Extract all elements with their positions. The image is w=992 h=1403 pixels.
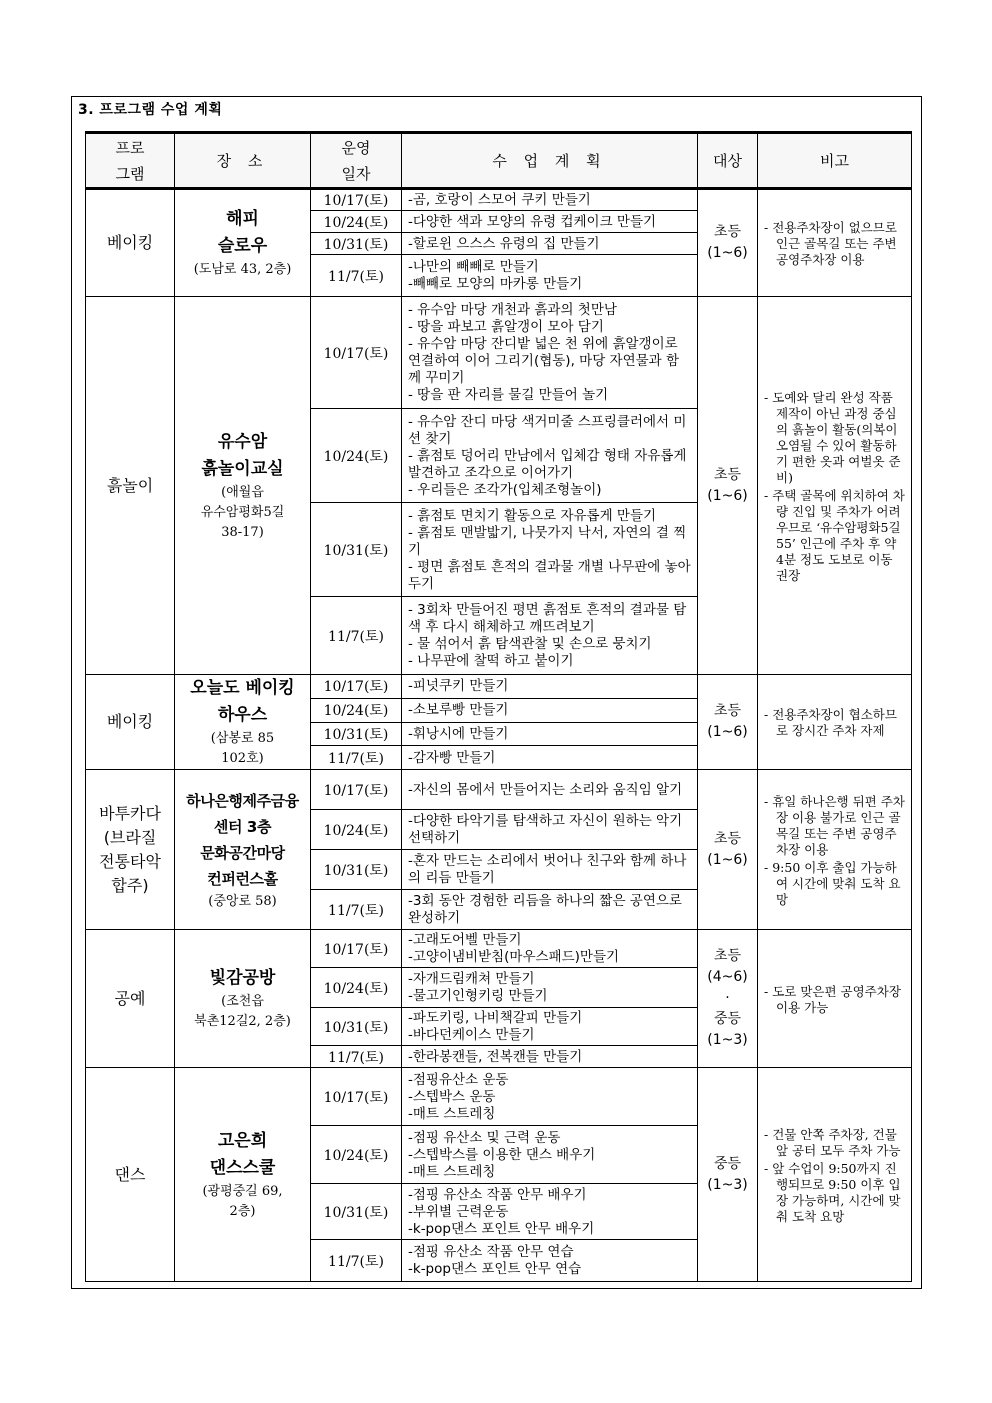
place-name: 흙놀이교실 [201, 458, 284, 479]
place-address: (중앙로 58) [208, 893, 277, 909]
program-name-cell [86, 675, 175, 770]
target-line: (1~3) [707, 1032, 748, 1048]
session-plan [402, 189, 698, 211]
place-name: 슬로우 [217, 236, 268, 256]
plan-line: -다양한 타악기를 탐색하고 자신이 원하는 악기 선택하기 [408, 813, 683, 846]
session-date: 10/17(토) [311, 189, 402, 211]
session-plan [402, 1184, 698, 1240]
place-address: 2층) [229, 1203, 256, 1219]
program-name: 댄스 [114, 1164, 146, 1184]
session-date: 11/7(토) [311, 255, 402, 297]
target-line: 초등 [713, 466, 742, 483]
session-date: 11/7(토) [311, 1240, 402, 1282]
plan-line: -점핑유산소 운동 [408, 1071, 509, 1088]
table-row [86, 770, 912, 810]
program-name: 베이킹 [106, 233, 154, 252]
place-name: 하나은행제주금융 [186, 791, 299, 810]
session-date: 11/7(토) [311, 890, 402, 930]
note-line: - 주택 골목에 위치하여 차량 진입 및 주차가 어려우므로 ‘유수암평화5길 55’ 인근에 주차 후 약 4분 정도 도보로 이동 권장 [764, 487, 905, 583]
plan-line: -파도키링, 나비책갈피 만들기 [408, 1010, 583, 1026]
target-cell [698, 189, 758, 297]
session-plan [402, 211, 698, 233]
session-date: 10/17(토) [311, 1068, 402, 1126]
header-date-line: 일자 [341, 164, 371, 183]
table-row [86, 189, 912, 211]
program-schedule-table [85, 131, 912, 1282]
note-line: - 도로 맞은편 공영주차장 이용 가능 [764, 983, 901, 1015]
place-name: 고은희 [217, 1130, 268, 1151]
session-date: 10/17(토) [311, 930, 402, 968]
header-target [698, 133, 758, 189]
place-address: (애월읍 [221, 484, 264, 500]
plan-line: -곰, 호랑이 스모어 쿠키 만들기 [408, 192, 591, 208]
place-cell [175, 675, 311, 770]
place-address: (광평중길 69, [202, 1183, 283, 1199]
target-line: (1~3) [707, 1176, 748, 1193]
table-header-row [86, 133, 912, 189]
plan-line: -물고기인형키링 만들기 [408, 988, 548, 1004]
session-plan [402, 409, 698, 503]
session-plan [402, 1008, 698, 1046]
plan-line: - 흙점토 면치기 활동으로 자유롭게 만들기 [408, 507, 657, 524]
plan-line: - 유수암 잔디 마당 색거미줄 스프링클러에서 미션 찾기 [408, 413, 687, 447]
plan-line: - 유수암 마당 개천과 흙과의 첫만남 [408, 302, 617, 318]
plan-line: -매트 스트레칭 [408, 1163, 496, 1180]
target-line: 초등 [713, 830, 742, 847]
session-date: 10/31(토) [311, 1008, 402, 1046]
program-name-cell [86, 189, 175, 297]
place-address: 102호) [221, 751, 264, 766]
note-cell [758, 189, 912, 297]
place-address: 38-17) [221, 524, 264, 540]
table-row [86, 675, 912, 699]
target-cell [698, 770, 758, 930]
session-date: 10/24(토) [311, 1126, 402, 1184]
session-date: 10/17(토) [311, 297, 402, 409]
target-line: · [725, 990, 730, 1006]
plan-line: -자개드림캐쳐 만들기 [408, 971, 535, 987]
plan-line: -자신의 몸에서 만들어지는 소리와 움직임 알기 [408, 781, 683, 798]
place-address: 유수암평화5길 [200, 504, 285, 520]
session-date: 10/24(토) [311, 409, 402, 503]
plan-line: -휘낭시에 만들기 [408, 725, 509, 742]
session-plan [402, 930, 698, 968]
place-name: 유수암 [217, 431, 268, 452]
session-date: 11/7(토) [311, 746, 402, 770]
plan-line: -스텝박스를 이용한 댄스 배우기 [408, 1146, 596, 1163]
plan-line: -매트 스트레칭 [408, 1105, 496, 1122]
plan-line: - 3회차 만들어진 평면 흙점토 흔적의 결과물 탐색 후 다시 해체하고 깨뜨려보기 [408, 602, 687, 635]
place-name: 센터 3층 [213, 817, 272, 836]
plan-line: - 유수암 마당 잔디밭 넓은 천 위에 흙알갱이로 연결하여 이어 그리기(협동), 마당 자연물과 함께 꾸미기 [408, 336, 680, 386]
session-date: 10/17(토) [311, 675, 402, 699]
plan-line: -소보루빵 만들기 [408, 702, 509, 719]
note-cell [758, 297, 912, 675]
target-line: 초등 [713, 703, 742, 719]
note-line: - 건물 안쪽 주차장, 건물 앞 공터 모두 주차 가능 [764, 1126, 901, 1158]
program-name: 공예 [114, 988, 146, 1008]
header-program-line: 그램 [115, 164, 145, 183]
program-name: 베이킹 [106, 712, 154, 731]
header-plan-label: 수 업 계 획 [492, 151, 607, 170]
session-plan [402, 255, 698, 297]
place-address: 북촌12길2, 2층) [194, 1014, 291, 1029]
header-program-line: 프로 [115, 138, 145, 157]
header-place [175, 133, 311, 189]
note-line: - 전용주차장이 협소하므로 장시간 주차 자제 [764, 707, 897, 738]
target-cell [698, 297, 758, 675]
session-date: 10/31(토) [311, 1184, 402, 1240]
note-line: - 9:50 이후 출입 가능하여 시간에 맞춰 도착 요망 [764, 859, 901, 907]
target-line: 초등 [713, 224, 742, 240]
plan-line: -고래도어벨 만들기 [408, 932, 522, 948]
session-date: 10/24(토) [311, 810, 402, 850]
place-name: 빛감공방 [209, 968, 276, 988]
plan-line: - 흙점토 덩어리 만남에서 입체감 형태 자유롭게 발견하고 조각으로 이어가기 [408, 447, 687, 481]
program-name: 합주) [111, 875, 149, 895]
plan-line: -빼빼로 모양의 마카롱 만들기 [408, 276, 583, 292]
place-cell [175, 930, 311, 1068]
session-date: 11/7(토) [311, 597, 402, 675]
session-plan [402, 770, 698, 810]
target-line: (1~6) [707, 724, 748, 740]
target-line: (1~6) [707, 245, 748, 261]
place-cell [175, 770, 311, 930]
target-cell [698, 930, 758, 1068]
session-plan [402, 1068, 698, 1126]
session-plan [402, 890, 698, 930]
session-plan [402, 1046, 698, 1068]
target-line: (1~6) [707, 487, 748, 504]
table-row [86, 930, 912, 968]
plan-line: -스텝박스 운동 [408, 1088, 496, 1105]
place-name: 댄스스쿨 [209, 1157, 276, 1178]
session-plan [402, 746, 698, 770]
table-row [86, 1068, 912, 1126]
target-line: (4~6) [707, 969, 748, 985]
place-name: 오늘도 베이킹 [190, 678, 295, 698]
note-line: - 앞 수업이 9:50까지 진행되므로 9:50 이후 입장 가능하며, 시간에 맞춰 도착 요망 [764, 1160, 901, 1224]
session-date: 10/24(토) [311, 698, 402, 722]
header-place-label: 장 소 [216, 151, 269, 170]
table-row [86, 297, 912, 409]
program-name: 바투카다 [99, 803, 161, 823]
session-plan [402, 810, 698, 850]
program-name: 전통타악 [99, 851, 161, 871]
plan-line: -한라봉캔들, 전복캔들 만들기 [408, 1048, 583, 1065]
session-date: 11/7(토) [311, 1046, 402, 1068]
header-program [86, 133, 175, 189]
note-line: - 휴일 하나은행 뒤편 주차장 이용 불가로 인근 골목길 또는 주변 공영주차장 이용 [764, 793, 905, 857]
plan-line: -바다던케이스 만들기 [408, 1027, 535, 1043]
plan-line: -다양한 색과 모양의 유령 컵케이크 만들기 [408, 213, 657, 230]
plan-line: -고양이냄비받침(마우스패드)만들기 [408, 949, 620, 965]
plan-line: -점핑 유산소 작품 안무 연습 [408, 1244, 574, 1260]
target-line: 중등 [713, 1155, 742, 1172]
target-cell [698, 1068, 758, 1282]
place-address: (삼봉로 85 [210, 731, 275, 746]
header-date-line: 운영 [341, 138, 371, 157]
session-date: 10/31(토) [311, 722, 402, 746]
plan-line: - 흙점토 맨발밟기, 나뭇가지 낙서, 자연의 결 찍기 [408, 524, 687, 558]
session-plan [402, 597, 698, 675]
plan-line: - 나무판에 찰떡 하고 붙이기 [408, 653, 574, 669]
session-plan [402, 233, 698, 255]
plan-line: -점핑 유산소 작품 안무 배우기 [408, 1186, 587, 1203]
session-plan [402, 698, 698, 722]
session-plan [402, 850, 698, 890]
place-address: (조천읍 [221, 994, 264, 1009]
program-name-cell [86, 930, 175, 1068]
session-plan [402, 722, 698, 746]
place-name: 컨퍼런스홀 [207, 869, 278, 888]
plan-line: - 평면 흙점토 흔적의 결과물 개별 나무판에 놓아두기 [408, 558, 691, 592]
session-date: 10/31(토) [311, 233, 402, 255]
target-cell [698, 675, 758, 770]
header-note-label: 비고 [820, 151, 849, 170]
plan-line: - 땅을 파보고 흙알갱이 모아 담기 [408, 319, 604, 335]
session-plan [402, 968, 698, 1008]
place-name: 해피 [226, 209, 259, 229]
session-plan [402, 1126, 698, 1184]
place-address: (도남로 43, 2층) [193, 262, 292, 277]
section-title: 3. 프로그램 수업 계획 [78, 102, 223, 118]
program-name: 흙놀이 [106, 475, 154, 495]
session-date: 10/24(토) [311, 211, 402, 233]
plan-line: -피넛쿠키 만들기 [408, 678, 509, 695]
note-line: - 전용주차장이 없으므로 인근 골목길 또는 주변 공영주차장 이용 [764, 220, 897, 267]
plan-line: - 물 섞어서 흙 탐색관찰 및 손으로 뭉치기 [408, 636, 652, 652]
session-plan [402, 503, 698, 597]
note-cell [758, 770, 912, 930]
program-name-cell [86, 1068, 175, 1282]
plan-line: -나만의 빼빼로 만들기 [408, 259, 539, 275]
session-plan [402, 297, 698, 409]
program-name-cell [86, 770, 175, 930]
session-plan [402, 1240, 698, 1282]
target-line: 중등 [713, 1011, 742, 1027]
session-plan [402, 675, 698, 699]
plan-line: -k-pop댄스 포인트 안무 배우기 [408, 1220, 595, 1237]
target-line: (1~6) [707, 851, 748, 868]
header-plan [402, 133, 698, 189]
session-date: 10/24(토) [311, 968, 402, 1008]
plan-line: -감자빵 만들기 [408, 749, 496, 766]
place-cell [175, 297, 311, 675]
session-date: 10/17(토) [311, 770, 402, 810]
note-line: - 도예와 달리 완성 작품 제작이 아닌 과정 중심의 흙놀이 활동(의복이 오염될 수 있어 활동하기 편한 옷과 여벌옷 준비) [764, 389, 901, 485]
plan-line: -k-pop댄스 포인트 안무 연습 [408, 1261, 582, 1277]
note-cell [758, 930, 912, 1068]
plan-line: -부위별 근력운동 [408, 1203, 509, 1220]
note-cell [758, 1068, 912, 1282]
table-body [86, 189, 912, 1282]
session-date: 10/31(토) [311, 503, 402, 597]
program-name: (브라질 [103, 827, 157, 847]
place-cell [175, 189, 311, 297]
plan-line: -할로윈 으스스 유령의 집 만들기 [408, 235, 600, 252]
note-cell [758, 675, 912, 770]
place-name: 하우스 [217, 705, 268, 725]
plan-line: -점핑 유산소 및 근력 운동 [408, 1129, 561, 1146]
program-name-cell [86, 297, 175, 675]
plan-line: -혼자 만드는 소리에서 벗어나 친구와 함께 하나의 리듬 만들기 [408, 853, 687, 886]
plan-line: - 땅을 판 자리를 물길 만들어 놀기 [408, 387, 609, 403]
session-date: 10/31(토) [311, 850, 402, 890]
place-cell [175, 1068, 311, 1282]
place-name: 문화공간마당 [200, 843, 285, 862]
plan-line: - 우리들은 조각가(입체조형놀이) [408, 481, 602, 498]
target-line: 초등 [713, 948, 742, 964]
header-date [311, 133, 402, 189]
plan-line: -3회 동안 경험한 리듬을 하나의 짧은 공연으로 완성하기 [408, 893, 682, 926]
header-note [758, 133, 912, 189]
header-target-label: 대상 [713, 151, 742, 170]
